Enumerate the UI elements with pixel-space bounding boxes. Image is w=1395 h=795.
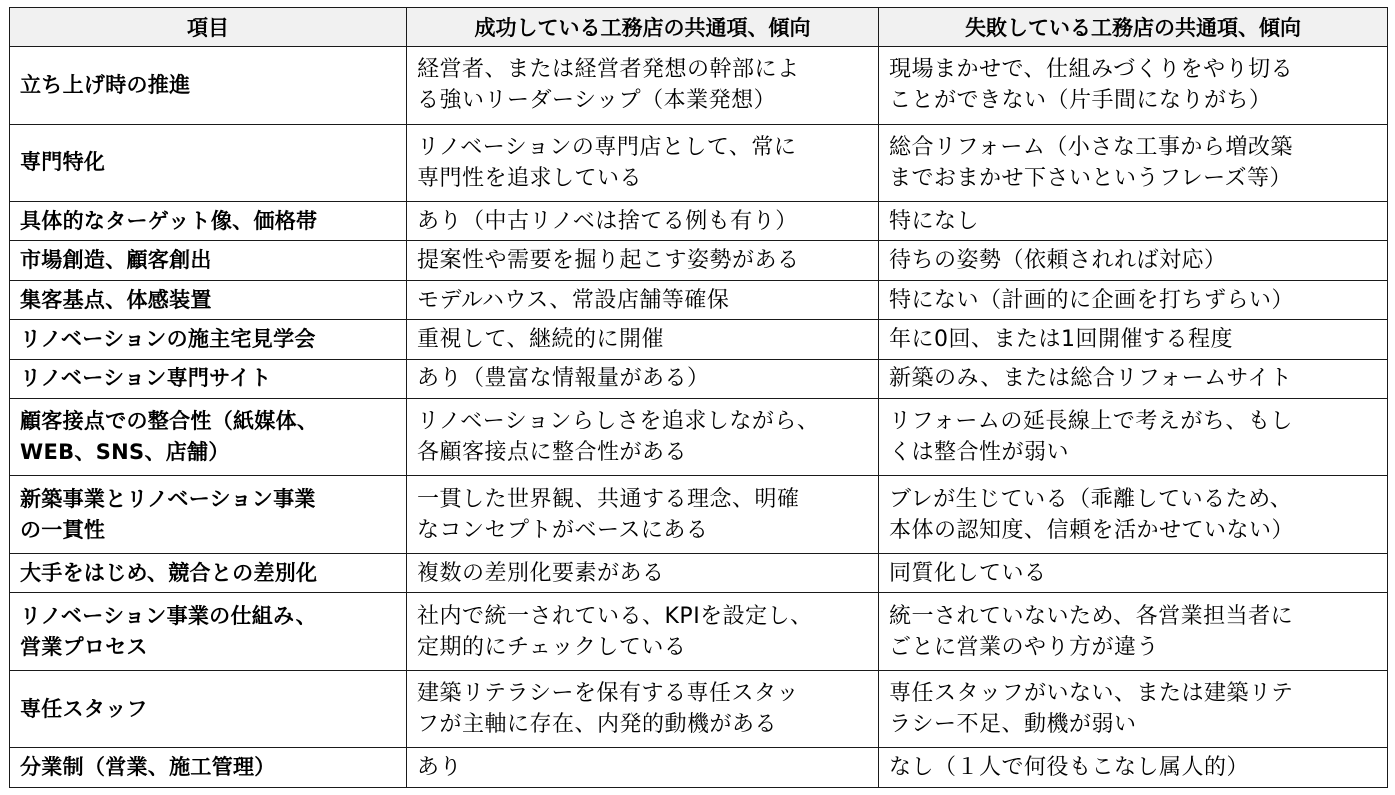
success-cell: [407, 476, 879, 554]
item-cell-text: 専門特化: [20, 150, 106, 175]
success-cell: [407, 593, 879, 671]
table-row: [10, 359, 1388, 398]
item-cell: [10, 124, 407, 202]
table-row: [10, 320, 1388, 359]
item-cell-text: 市場創造、顧客創出: [20, 248, 212, 273]
table-row: [10, 593, 1388, 671]
success-cell-text: あり（中古リノベは捨てる例も有り）: [417, 208, 798, 234]
success-cell-text: 経営者、または経営者発想の幹部によ る強いリーダーシップ（本業発想）: [417, 57, 800, 114]
table-row: [10, 241, 1388, 280]
item-cell: [10, 398, 407, 476]
failure-cell: [879, 748, 1388, 788]
success-cell-text: あり: [417, 755, 463, 781]
failure-cell: [879, 670, 1388, 748]
failure-cell-text: 同質化している: [889, 560, 1047, 586]
table-row: [10, 124, 1388, 202]
item-cell: [10, 47, 407, 125]
success-cell-text: 複数の差別化要素がある: [417, 560, 665, 586]
success-cell-text: あり（豊富な情報量がある）: [417, 366, 710, 392]
failure-cell-text: 現場まかせで、仕組みづくりをやり切る ことができない（片手間になりがち）: [889, 57, 1294, 114]
table-row: [10, 202, 1388, 241]
table-row: [10, 554, 1388, 593]
success-cell-text: モデルハウス、常設店舗等確保: [417, 287, 730, 313]
failure-cell: [879, 320, 1388, 359]
failure-cell: [879, 554, 1388, 593]
success-cell-text: リノベーションらしさを追求しながら、 各顧客接点に整合性がある: [417, 409, 820, 466]
item-cell-text: 大手をはじめ、競合との差別化: [20, 560, 318, 585]
item-cell: [10, 748, 407, 788]
item-cell-text: 分業制（営業、施工管理）: [20, 755, 276, 780]
item-cell: [10, 554, 407, 593]
failure-cell-text: ブレが生じている（乖離しているため、 本体の認知度、信頼を活かせていない）: [889, 486, 1295, 543]
table-body: [10, 47, 1388, 788]
failure-cell: [879, 593, 1388, 671]
item-cell-text: リノベーション専門サイト: [20, 366, 272, 391]
failure-cell: [879, 359, 1388, 398]
failure-cell-text: なし（１人で何役もこなし属人的）: [889, 755, 1250, 781]
failure-cell: [879, 124, 1388, 202]
item-cell-text: リノベーションの施主宅見学会: [20, 326, 316, 351]
success-cell: [407, 280, 879, 319]
header-item: 項目: [10, 8, 407, 47]
table-row: [10, 47, 1388, 125]
success-cell: [407, 359, 879, 398]
table-row: [10, 476, 1388, 554]
table-row: [10, 280, 1388, 319]
failure-cell: [879, 476, 1388, 554]
item-cell-text: 具体的なターゲット像、価格帯: [20, 208, 318, 233]
item-cell: [10, 359, 407, 398]
item-cell-text: 顧客接点での整合性（紙媒体、 WEB、SNS、店舗）: [20, 409, 319, 465]
table-row: [10, 398, 1388, 476]
success-cell-text: 提案性や需要を掘り起こす姿勢がある: [417, 248, 800, 274]
failure-cell-text: 特になし: [889, 208, 980, 234]
header-failure: 失敗している工務店の共通項、傾向: [879, 8, 1388, 47]
success-cell: [407, 124, 879, 202]
success-cell-text: 重視して、継続的に開催: [417, 326, 665, 352]
failure-cell: [879, 241, 1388, 280]
item-cell-text: 専任スタッフ: [20, 696, 148, 721]
failure-cell: [879, 47, 1388, 125]
success-cell-text: 社内で統一されている、KPIを設定し、 定期的にチェックしている: [417, 603, 813, 660]
failure-cell: [879, 398, 1388, 476]
item-cell-text: 集客基点、体感装置: [20, 287, 212, 312]
failure-cell-text: リフォームの延長線上で考えがち、もし くは整合性が弱い: [889, 409, 1293, 466]
comparison-table: [9, 7, 1388, 788]
item-cell-text: 立ち上げ時の推進: [20, 72, 191, 97]
item-cell: [10, 476, 407, 554]
item-cell: [10, 241, 407, 280]
failure-cell-text: 特にない（計画的に企画を打ちずらい）: [889, 287, 1295, 313]
comparison-table-frame: [9, 7, 1387, 788]
item-cell: [10, 670, 407, 748]
failure-cell-text: 総合リフォーム（小さな工事から増改築 までおまかせ下さいというフレーズ等）: [889, 134, 1293, 191]
item-cell: [10, 320, 407, 359]
failure-cell-text: 年に0回、または1回開催する程度: [889, 326, 1233, 352]
success-cell-text: 建築リテラシーを保有する専任スタッ フが主軸に存在、内発的動機がある: [417, 681, 800, 738]
success-cell: [407, 241, 879, 280]
header-row: [10, 8, 1388, 47]
failure-cell-text: 新築のみ、または総合リフォームサイト: [889, 366, 1293, 392]
success-cell: [407, 202, 879, 241]
header-success: 成功している工務店の共通項、傾向: [407, 8, 879, 47]
success-cell: [407, 398, 879, 476]
table-row: [10, 670, 1388, 748]
item-cell-text: 新築事業とリノベーション事業 の一貫性: [20, 486, 316, 542]
failure-cell-text: 待ちの姿勢（依頼されれば対応）: [889, 248, 1227, 274]
success-cell-text: 一貫した世界観、共通する理念、明確 なコンセプトがベースにある: [417, 486, 800, 543]
item-cell-text: リノベーション事業の仕組み、 営業プロセス: [20, 603, 317, 659]
failure-cell-text: 専任スタッフがいない、または建築リテ ラシー不足、動機が弱い: [889, 681, 1294, 738]
success-cell: [407, 554, 879, 593]
table-row: [10, 748, 1388, 788]
item-cell: [10, 593, 407, 671]
failure-cell-text: 統一されていないため、各営業担当者に ごとに営業のやり方が違う: [889, 603, 1294, 660]
success-cell: [407, 320, 879, 359]
success-cell: [407, 748, 879, 788]
success-cell: [407, 670, 879, 748]
success-cell-text: リノベーションの専門店として、常に 専門性を追求している: [417, 134, 797, 191]
failure-cell: [879, 202, 1388, 241]
success-cell: [407, 47, 879, 125]
item-cell: [10, 202, 407, 241]
failure-cell: [879, 280, 1388, 319]
item-cell: [10, 280, 407, 319]
